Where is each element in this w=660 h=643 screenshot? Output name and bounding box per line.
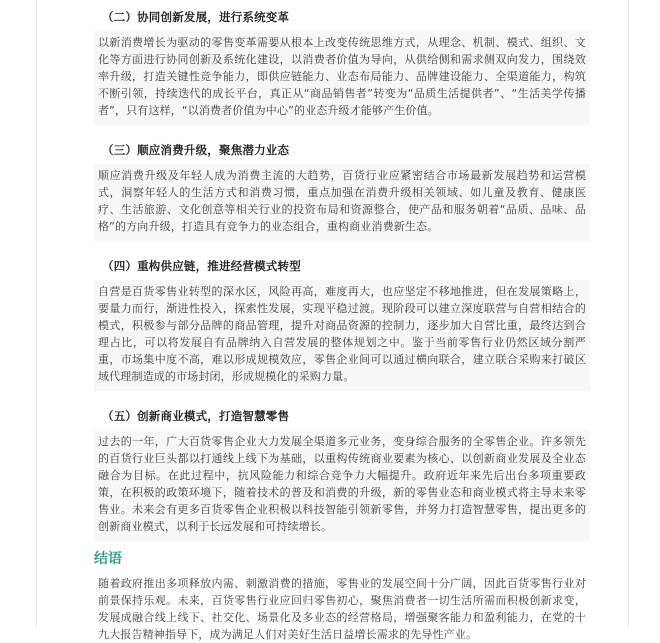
section-4 [94, 241, 590, 391]
right-border [628, 0, 629, 628]
section-heading: （三）顺应消费升级，聚焦潜力业态 [94, 125, 590, 164]
section-3 [94, 125, 590, 241]
conclusion-paragraph: 随着政府推出多项释放内需、刺激消费的措施，零售业的发展空间十分广阔，因此百货零售行业对前景保持乐观。未来，百货零售行业应回归零售初心，聚焦消费者一切生活所需而积极创新求变，发展成融合线上线下、社交化、场景化及多业态的经营格局，增强聚客能力和盈利能力，在党的十九大报告精神指导下，成为满足人们对美好生活日益增长需求的先导性产业。 [98, 577, 586, 641]
section-5 [94, 391, 590, 541]
section-2 [94, 0, 590, 125]
section-paragraph: 顺应消费升级及年轻人成为消费主流的大趋势，百货行业应紧密结合市场最新发展趋势和运营模式，洞察年轻人的生活方式和消费习惯，重点加强在消费升级相关领域、如儿童及教育、健康医疗、生活旅游、文化创意等相关行业的投资布局和资源整合，使产品和服务朝着“品质、品味、品格”的方向升级，打造具有竞争力的业态组合，重构商业消费新生态。 [98, 169, 586, 233]
section-paragraph: 自营是百货零售业转型的深水区，风险再高，难度再大，也应坚定不移地推进，但在发展策略上，要量力而行，渐进性投入，探索性发展，实现平稳过渡。现阶段可以建立深度联营与自营相结合的模式，积极参与部分品牌的商品管理，提升对商品资源的控制力，逐步加大自营比重，最终达到合理占比，可以将发展自有品牌纳入自营发展的整体规划之中。鉴于当前零售行业仍然区域分割严重，市场集中度不高，难以形成规模效应，零售企业间可以通过横向联合，建立联合采购来打破区域代理制造成的市场封闭，形成规模化的采购力量。 [98, 285, 586, 383]
section-heading: （二）协同创新发展，进行系统变革 [94, 0, 590, 31]
section-heading: （四）重构供应链，推进经营模式转型 [94, 241, 590, 280]
conclusion-heading: 结语 [94, 551, 122, 567]
left-border [36, 0, 37, 628]
section-paragraph: 以新消费增长为驱动的零售变革需要从根本上改变传统思维方式，从理念、机制、模式、组织、文化等方面进行协同创新及系统化建设，以消费者价值为导向，从供给侧和需求侧双向发力，围绕效率升级，打造关键性竞争能力，即供应链能力、业态布局能力、品牌建设能力、全渠道能力，构筑不断引领，持续迭代的成长平台，真正从“商品销售者”转变为“品质生活提供者”、“生活美学传播者”，只有这样，“以消费者价值为中心”的业态升级才能够产生价值。 [98, 36, 586, 117]
section-heading: （五）创新商业模式，打造智慧零售 [94, 391, 590, 430]
section-paragraph: 过去的一年，广大百货零售企业大力发展全渠道多元业务，变身综合服务的全零售企业。许多领先的百货行业巨头都以打通线上线下为基础，以重构传统商业要素为核心、以创新商业发展及全业态融合为目标。在此过程中，抗风险能力和综合竞争力大幅提升。政府近年来先后出台多项重要政策，在积极的政策环境下，随着技术的普及和消费的升级，新的零售业态和商业模式将主导未来零售业。未来会有更多百货零售企业积极以科技智能引领新零售，并努力打造智慧零售，提出更多的创新商业模式，以利于长远发展和可持续增长。 [98, 435, 586, 533]
